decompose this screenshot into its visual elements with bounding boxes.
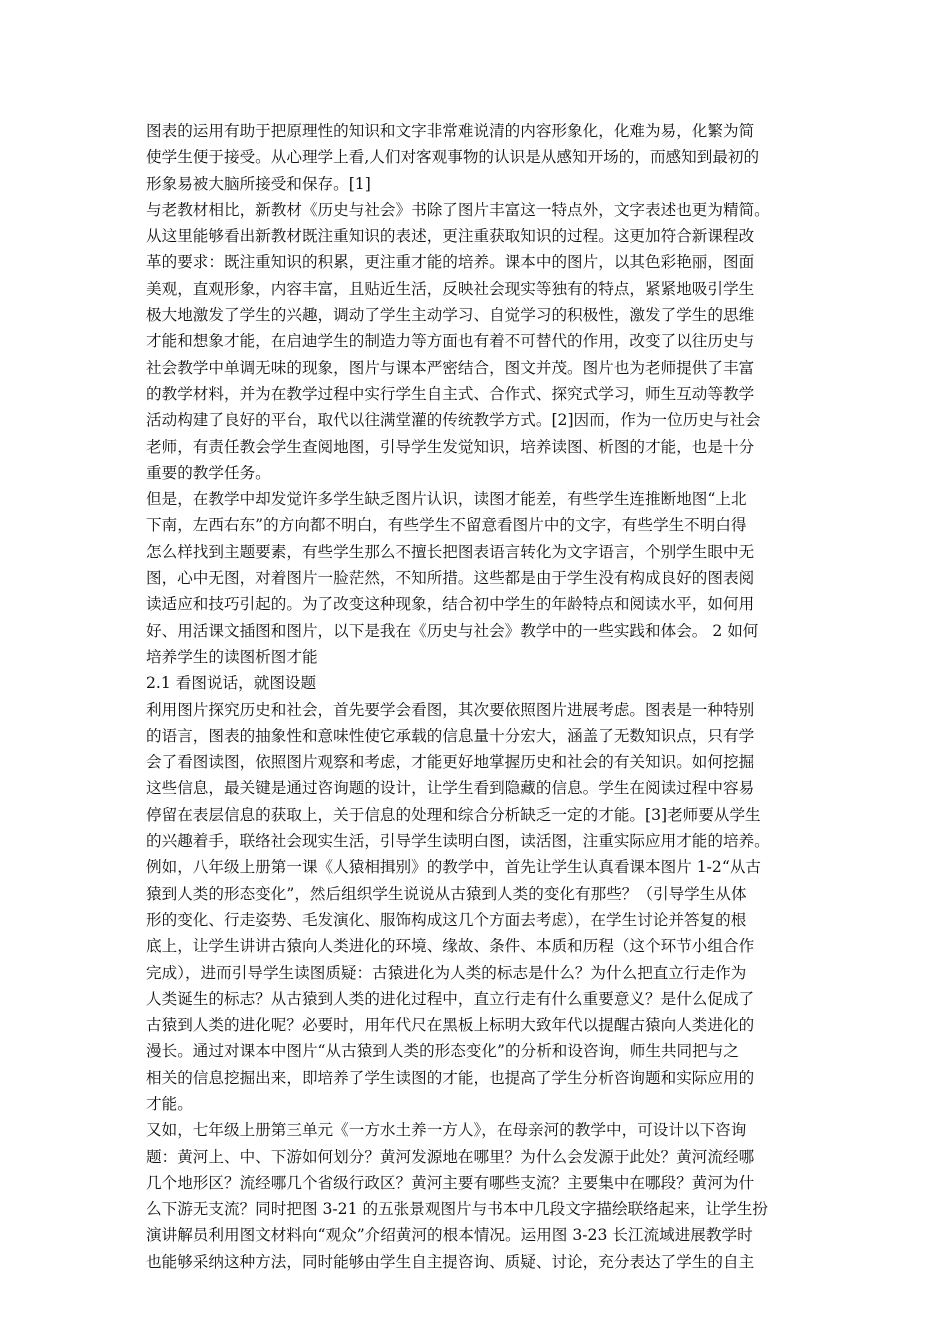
text-line: 漫长。通过对课本中图片“从古猿到人类的形态变化”的分析和设咨询，师生共同把与之 xyxy=(146,1042,739,1061)
text-line: 从这里能够看出新教材既注重知识的表述，更注重获取知识的过程。这更加符合新课程改 xyxy=(146,227,755,246)
text-line: 例如，八年级上册第一课《人猿相揖别》的教学中，首先让学生认真看课本图片 1-2“从古 xyxy=(146,858,762,877)
text-line: 读适应和技巧引起的。为了改变这种现象，结合初中学生的年龄特点和阅读水平，如何用 xyxy=(146,595,755,614)
text-line: 停留在表层信息的获取上，关于信息的处理和综合分析缺乏一定的才能。[3]老师要从学生 xyxy=(146,805,761,824)
text-line: 美观，直观形象，内容丰富，且贴近生活，反映社会现实等独有的特点，紧紧地吸引学生 xyxy=(146,279,755,298)
text-line: 极大地激发了学生的兴趣，调动了学生主动学习、自觉学习的积极性，激发了学生的思维 xyxy=(146,306,755,325)
text-line: 的教学材料，并为在教学过程中实行学生自主式、合作式、探究式学习，师生互动等教学 xyxy=(146,384,755,403)
text-line: 利用图片探究历史和社会，首先要学会看图，其次要依照图片进展考虑。图表是一种特别 xyxy=(146,700,755,719)
text-line: 图表的运用有助于把原理性的知识和文字非常难说清的内容形象化，化难为易，化繁为简 xyxy=(146,122,755,140)
text-line: 题：黄河上、中、下游如何划分？黄河发源地在哪里？为什么会发源于此处？黄河流经哪 xyxy=(146,1147,755,1166)
text-line: 猿到人类的形态变化”，然后组织学生说说从古猿到人类的变化有那些？（引导学生从体 xyxy=(146,884,747,903)
text-line: 图，心中无图，对着图片一脸茫然，不知所措。这些都是由于学生没有构成良好的图表阅 xyxy=(146,569,755,588)
text-line: 与老教材相比，新教材《历史与社会》书除了图片丰富这一特点外，文字表述也更为精简。 xyxy=(146,200,770,219)
text-line: 才能。 xyxy=(146,1094,193,1113)
text-line: 完成），进而引导学生读图质疑：古猿进化为人类的标志是什么？为什么把直立行走作为 xyxy=(146,963,747,982)
text-line: 但是，在教学中却发觉许多学生缺乏图片认识，读图才能差，有些学生连推断地图“上北 xyxy=(146,490,747,509)
text-line: 才能和想象才能，在启迪学生的制造力等方面也有着不可替代的作用，改变了以往历史与 xyxy=(146,332,755,351)
section-heading: 2.1 看图说话，就图设题 xyxy=(146,674,317,693)
text-line: 社会教学中单调无味的现象，图片与课本严密结合，图文并茂。图片也为老师提供了丰富 xyxy=(146,358,755,377)
text-line: 好、用活课文插图和图片，以下是我在《历史与社会》教学中的一些实践和体会。 2 如何 xyxy=(146,621,759,640)
text-line: 么下游无支流？同时把图 3-21 的五张景观图片与书本中几段文字描绘联络起来，让学生扮 xyxy=(146,1200,768,1219)
text-line: 使学生便于接受。从心理学上看,人们对客观事物的认识是从感知开场的，而感知到最初的 xyxy=(146,148,760,167)
text-line: 重要的教学任务。 xyxy=(146,463,271,482)
text-line: 演讲解员利用图文材料向“观众”介绍黄河的根本情况。运用图 3-23 长江流域进展教学时 xyxy=(146,1226,753,1245)
text-line: 的语言，图表的抽象性和意味性使它承载的信息量十分宏大，涵盖了无数知识点，只有学 xyxy=(146,726,755,745)
text-line: 几个地形区？流经哪几个省级行政区？黄河主要有哪些支流？主要集中在哪段？黄河为什 xyxy=(146,1173,755,1192)
text-line: 人类诞生的标志？从古猿到人类的进化过程中，直立行走有什么重要意义？是什么促成了 xyxy=(146,989,755,1008)
text-line: 下南，左西右东”的方向都不明白，有些学生不留意看图片中的文字，有些学生不明白得 xyxy=(146,516,747,535)
text-line: 古猿到人类的进化呢？必要时，用年代尺在黑板上标明大致年代以提醒古猿向人类进化的 xyxy=(146,1016,755,1035)
text-line: 底上，让学生讲讲古猿向人类进化的环境、缘故、条件、本质和历程（这个环节小组合作 xyxy=(146,937,755,956)
text-line: 怎么样找到主题要素，有些学生那么不擅长把图表语言转化为文字语言，个别学生眼中无 xyxy=(146,542,755,561)
text-line: 这些信息，最关键是通过咨询题的设计，让学生看到隐藏的信息。学生在阅读过程中容易 xyxy=(146,779,755,798)
text-line: 活动构建了良好的平台，取代以往满堂灌的传统教学方式。[2]因而，作为一位历史与社会 xyxy=(146,411,761,430)
text-line: 老师，有责任教会学生查阅地图，引导学生发觉知识，培养读图、析图的才能，也是十分 xyxy=(146,437,755,456)
text-line: 也能够采纳这种方法，同时能够由学生自主提咨询、质疑、讨论，充分表达了学生的自主 xyxy=(146,1252,755,1271)
text-line: 形的变化、行走姿势、毛发演化、服饰构成这几个方面去考虑），在学生讨论并答复的根 xyxy=(146,910,747,929)
text-line: 相关的信息挖掘出来，即培养了学生读图的才能，也提高了学生分析咨询题和实际应用的 xyxy=(146,1068,755,1087)
text-line: 会了看图读图，依照图片观察和考虑，才能更好地掌握历史和社会的有关知识。如何挖掘 xyxy=(146,753,755,772)
text-line: 革的要求：既注重知识的积累，更注重才能的培养。课本中的图片，以其色彩艳丽，图面 xyxy=(146,253,755,272)
text-line: 形象易被大脑所接受和保存。[1] xyxy=(146,174,371,193)
document-body xyxy=(146,118,808,1275)
text-line: 又如，七年级上册第三单元《一方水土养一方人》，在母亲河的教学中，可设计以下咨询 xyxy=(146,1121,747,1140)
text-line: 的兴趣着手，联络社会现实生活，引导学生读明白图，读活图，注重实际应用才能的培养。 xyxy=(146,832,770,851)
text-line: 培养学生的读图析图才能 xyxy=(146,647,318,666)
